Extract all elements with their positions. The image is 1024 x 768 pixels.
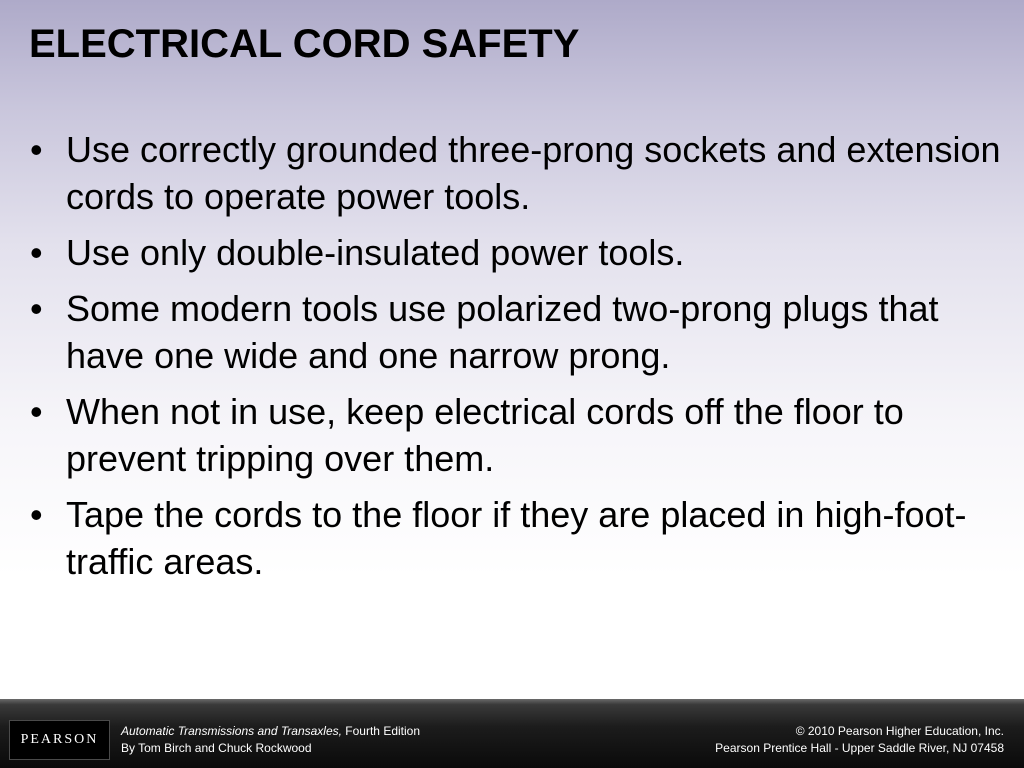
- bullet-item: [30, 229, 1005, 276]
- footer-publisher-info: [715, 723, 1004, 757]
- slide-title: ELECTRICAL CORD SAFETY: [29, 22, 580, 66]
- bullet-text: Some modern tools use polarized two-prong plugs that have one wide and one narrow prong.: [66, 288, 939, 376]
- footer-book-info: [121, 723, 420, 757]
- bullet-item: [30, 491, 1005, 585]
- bullet-icon: •: [30, 232, 43, 273]
- bullet-text: Use correctly grounded three-prong sockets and extension cords to operate power tools.: [66, 129, 1001, 217]
- book-title-line: [121, 723, 420, 740]
- copyright-text: © 2010 Pearson Higher Education, Inc.: [795, 724, 1004, 738]
- bullet-icon: •: [30, 129, 43, 170]
- publisher-text: Pearson Prentice Hall - Upper Saddle River, NJ 07458: [715, 741, 1004, 755]
- logo-text: PEARSON: [20, 732, 99, 747]
- bullet-item: [30, 285, 1005, 379]
- bullet-icon: •: [30, 391, 43, 432]
- bullet-item: [30, 126, 1005, 220]
- bullet-text: Use only double-insulated power tools.: [66, 232, 685, 273]
- bullet-icon: •: [30, 494, 43, 535]
- book-title: Automatic Transmissions and Transaxles,: [121, 724, 342, 738]
- bullet-icon: •: [30, 288, 43, 329]
- bullet-item: [30, 388, 1005, 482]
- bullet-text: Tape the cords to the floor if they are placed in high-foot-traffic areas.: [66, 494, 967, 582]
- bullet-text: When not in use, keep electrical cords off the floor to prevent tripping over them.: [66, 391, 904, 479]
- book-authors: By Tom Birch and Chuck Rockwood: [121, 741, 312, 755]
- book-edition: Fourth Edition: [341, 724, 421, 738]
- pearson-logo: [9, 720, 110, 760]
- bullet-list: [30, 126, 1005, 594]
- slide-footer: [0, 699, 1024, 768]
